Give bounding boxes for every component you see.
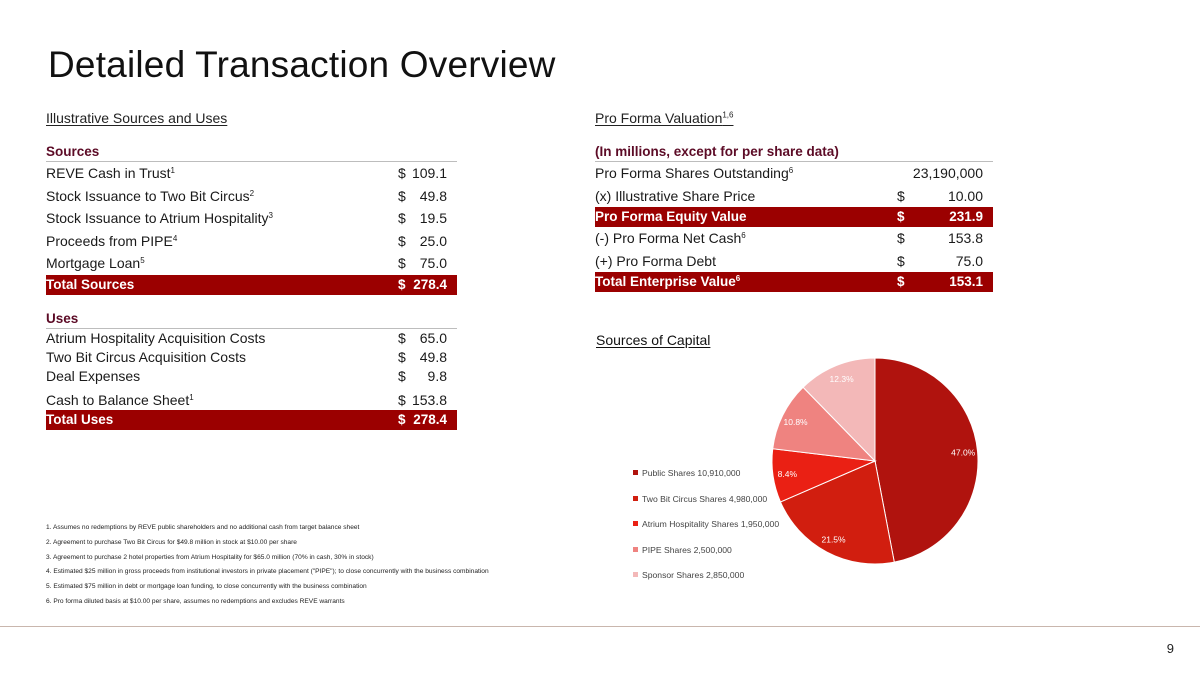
sources-row-value: 75.0	[419, 255, 447, 271]
uses-row-currency: $	[398, 368, 406, 384]
sources-row-footnote-ref: 4	[172, 233, 178, 243]
pro-forma-total-row-label: Pro Forma Equity Value	[595, 209, 747, 224]
page-number: 9	[1166, 641, 1174, 656]
sources-row-footnote-ref: 5	[140, 256, 145, 265]
pro-forma-total-row-value: 153.1	[949, 274, 983, 289]
sources-table	[46, 142, 457, 295]
uses-row-currency: $	[398, 330, 406, 346]
pie-data-label: 47.0%	[951, 447, 976, 458]
pie-data-label: 12.3%	[829, 373, 854, 384]
sources-row	[46, 252, 457, 275]
pro-forma-total-row	[595, 272, 993, 292]
chart-legend	[633, 467, 779, 595]
uses-total-row	[46, 410, 457, 430]
uses-row-value: 49.8	[419, 349, 447, 365]
sources-total-row-value: 278.4	[413, 276, 447, 292]
sources-row	[46, 207, 457, 230]
uses-row	[46, 329, 457, 348]
pro-forma-row-label: (x) Illustrative Share Price	[595, 187, 756, 204]
pro-forma-row-value: 75.0	[955, 252, 983, 269]
uses-row-label: Deal Expenses	[46, 368, 141, 384]
pro-forma-row	[595, 227, 993, 250]
legend-label: Atrium Hospitality Shares 1,950,000	[642, 519, 780, 529]
legend-swatch	[633, 470, 638, 475]
pro-forma-row	[595, 185, 993, 208]
legend-entry	[633, 467, 779, 493]
pro-forma-row-value: 23,190,000	[912, 165, 983, 181]
sources-row-label: REVE Cash in Trust	[46, 165, 171, 181]
sources-total-row	[46, 275, 457, 295]
legend-label: PIPE Shares 2,500,000	[642, 544, 732, 555]
pro-forma-row-footnote-ref: 6	[741, 231, 746, 240]
sources-row	[46, 162, 457, 185]
uses-row-label: Two Bit Circus Acquisition Costs	[46, 349, 246, 365]
chart-title: Sources of Capital	[596, 332, 711, 348]
pro-forma-row-currency: $	[897, 230, 905, 246]
footnote: 3. Agreement to purchase 2 hotel properties from Atrium Hospitality for $65.0 million (70% in cash, 30% in stock)	[46, 553, 374, 561]
uses-row-label: Cash to Balance Sheet	[46, 392, 190, 408]
pro-forma-row-currency: $	[897, 187, 905, 204]
sources-row-currency: $	[398, 165, 406, 181]
sources-row-footnote-ref: 3	[268, 211, 273, 220]
pro-forma-row-value: 153.8	[947, 230, 983, 246]
pro-forma-row-label: Pro Forma Shares Outstanding	[595, 165, 789, 181]
uses-row-value: 9.8	[427, 368, 447, 384]
uses-table	[46, 309, 457, 430]
footnote: 5. Estimated $75 million in debt or mortgage loan funding, to close concurrently with the business combination	[46, 583, 367, 591]
uses-row-value: 153.8	[411, 392, 447, 408]
pro-forma-total-row-currency: $	[897, 274, 905, 289]
pro-forma-label	[595, 110, 733, 126]
pro-forma-row	[595, 250, 993, 273]
legend-swatch	[633, 496, 638, 501]
legend-swatch	[633, 521, 638, 526]
legend-entry	[633, 493, 779, 519]
legend-entry	[633, 518, 779, 544]
legend-label: Two Bit Circus Shares 4,980,000	[642, 493, 768, 504]
footnote: 2. Agreement to purchase Two Bit Circus for $49.8 million in stock at $10.00 per share	[46, 538, 297, 546]
uses-rows	[46, 329, 457, 430]
sources-row-footnote-ref: 1	[170, 166, 175, 175]
pro-forma-total-row-footnote-ref: 6	[735, 274, 741, 283]
footnotes	[46, 523, 606, 612]
pro-forma-header: (In millions, except for per share data)	[595, 142, 993, 162]
legend-label: Sponsor Shares 2,850,000	[642, 570, 745, 580]
sources-row-label: Mortgage Loan	[46, 255, 141, 271]
uses-header: Uses	[46, 309, 457, 329]
uses-row-currency: $	[398, 392, 406, 408]
pie-slice	[875, 358, 978, 562]
footnote: 1. Assumes no redemptions by REVE public shareholders and no additional cash from target balance sheet	[46, 524, 360, 531]
pro-forma-row-currency: $	[897, 252, 905, 269]
uses-total-row-value: 278.4	[413, 412, 447, 427]
sources-row-currency: $	[398, 255, 406, 271]
pro-forma-row-value: 10.00	[947, 187, 983, 204]
pro-forma-total-row-value: 231.9	[949, 209, 983, 224]
sources-row-value: 49.8	[419, 187, 447, 204]
sources-rows	[46, 162, 457, 295]
sources-row-value: 25.0	[419, 232, 447, 249]
sources-header: Sources	[46, 142, 457, 162]
uses-row-label: Atrium Hospitality Acquisition Costs	[46, 330, 266, 346]
legend-entry	[633, 544, 779, 570]
pro-forma-total-row-currency: $	[897, 209, 905, 224]
sources-row-footnote-ref: 2	[249, 188, 255, 198]
uses-row-currency: $	[398, 349, 406, 365]
sources-uses-label: Illustrative Sources and Uses	[46, 110, 228, 126]
uses-total-row-currency: $	[398, 412, 406, 427]
uses-total-row-label: Total Uses	[46, 412, 114, 427]
pro-forma-total-row	[595, 207, 993, 227]
pro-forma-label-text: Pro Forma Valuation	[595, 110, 723, 126]
legend-label: Public Shares 10,910,000	[642, 468, 741, 478]
uses-row	[46, 386, 457, 410]
uses-row-footnote-ref: 1	[189, 393, 194, 402]
sources-row	[46, 230, 457, 253]
pro-forma-row-footnote-ref: 6	[788, 166, 794, 175]
legend-swatch	[633, 572, 638, 577]
sources-row-value: 109.1	[411, 165, 447, 181]
footer-divider	[0, 626, 1200, 627]
page-title: Detailed Transaction Overview	[48, 44, 556, 85]
sources-row-label: Proceeds from PIPE	[46, 232, 173, 249]
pie-data-label: 8.4%	[777, 468, 798, 479]
footnote: 4. Estimated $25 million in gross proceeds from institutional investors in private placement ("PIPE"); to close concurrently with the business combination	[46, 568, 489, 576]
pro-forma-label-sup: 1,6	[722, 110, 734, 120]
pie-data-label: 10.8%	[783, 416, 808, 427]
pro-forma-rows	[595, 162, 993, 292]
footnote: 6. Pro forma diluted basis at $10.00 per share, assumes no redemptions and excludes REVE warrants	[46, 597, 345, 605]
pro-forma-row-label: (+) Pro Forma Debt	[595, 252, 716, 269]
uses-row	[46, 348, 457, 367]
pro-forma-row	[595, 162, 993, 185]
uses-row-value: 65.0	[419, 330, 447, 346]
pro-forma-total-row-label: Total Enterprise Value	[595, 274, 736, 289]
pro-forma-row-label: (-) Pro Forma Net Cash	[595, 230, 742, 246]
sources-total-row-label: Total Sources	[46, 276, 135, 292]
legend-entry	[633, 569, 779, 595]
sources-row-currency: $	[398, 187, 406, 204]
sources-row-label: Stock Issuance to Two Bit Circus	[46, 187, 250, 204]
sources-row	[46, 185, 457, 208]
sources-row-value: 19.5	[419, 210, 447, 226]
pie-data-label: 21.5%	[821, 534, 846, 545]
sources-row-label: Stock Issuance to Atrium Hospitality	[46, 210, 269, 226]
legend-swatch	[633, 547, 638, 552]
uses-row	[46, 367, 457, 386]
pro-forma-table	[595, 142, 993, 292]
sources-row-currency: $	[398, 232, 406, 249]
sources-total-row-currency: $	[398, 276, 406, 292]
sources-row-currency: $	[398, 210, 406, 226]
